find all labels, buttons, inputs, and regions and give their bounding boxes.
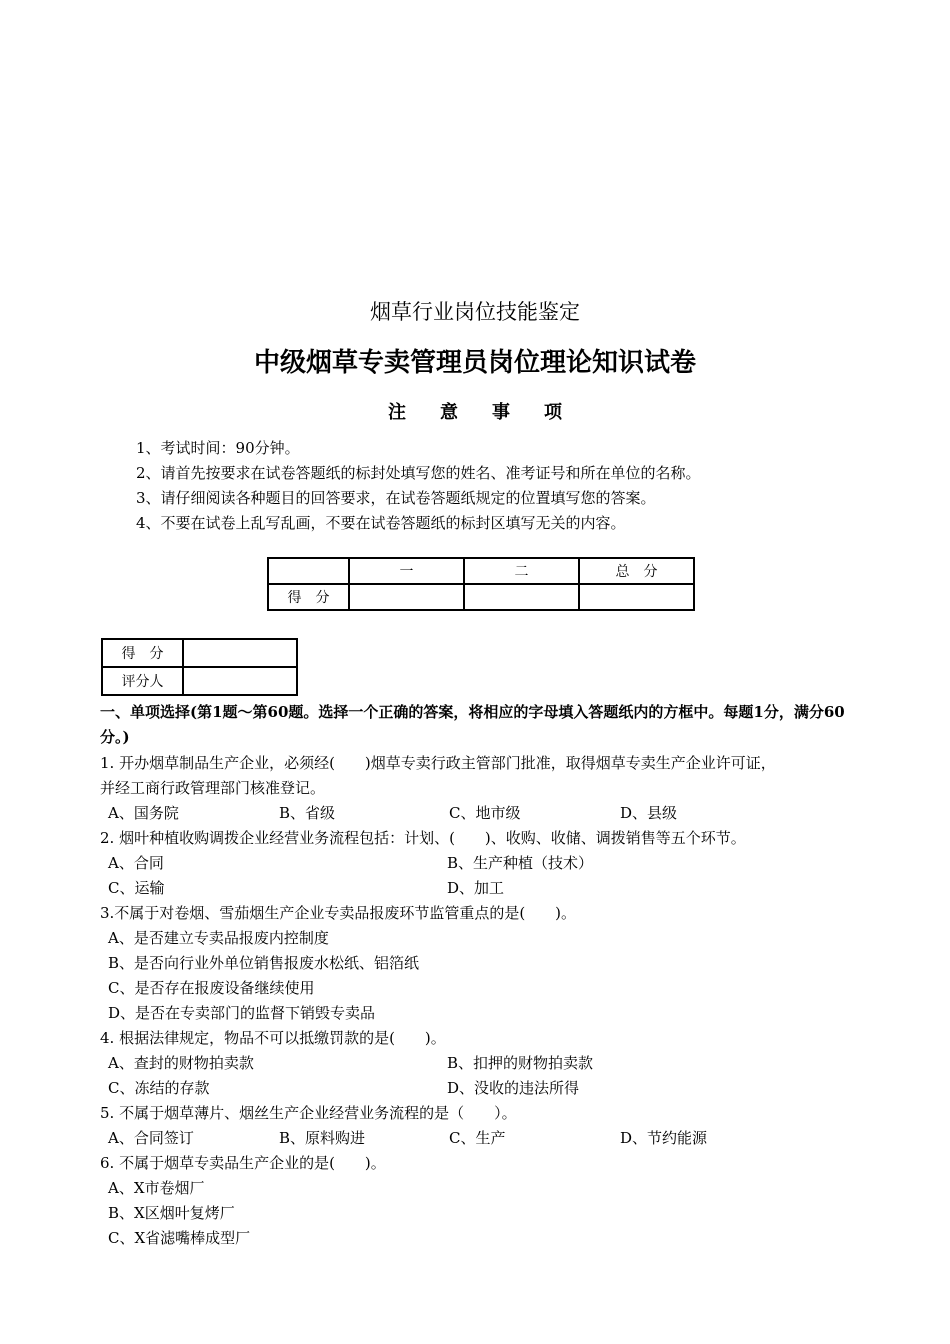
option-d[interactable]: D、节约能源 bbox=[620, 1129, 708, 1147]
option-b[interactable]: B、扣押的财物拍卖款 bbox=[447, 1054, 594, 1072]
section-one-heading bbox=[100, 700, 870, 750]
option-a[interactable]: A、查封的财物拍卖款 bbox=[108, 1054, 254, 1072]
grader-score-label: 得 分 bbox=[102, 639, 183, 667]
score-row-label: 得 分 bbox=[268, 584, 349, 610]
grader-cell[interactable] bbox=[183, 667, 297, 695]
option-c[interactable]: C、生产 bbox=[449, 1129, 506, 1147]
option-c[interactable]: C、运输 bbox=[108, 879, 165, 897]
option-b[interactable]: B、生产种植（技术） bbox=[447, 854, 594, 872]
notice-item: 4、不要在试卷上乱写乱画，不要在试卷答题纸的标封区填写无关的内容。 bbox=[136, 514, 626, 532]
option-d[interactable]: D、是否在专卖部门的监督下销毁专卖品 bbox=[108, 1004, 376, 1022]
score-table-header: 总 分 bbox=[579, 558, 694, 584]
section-one-text: 一、单项选择(第1题～第60题。选择一个正确的答案，将相应的字母填入答题纸内的方框中。每题1分，满分60分。) bbox=[100, 703, 845, 746]
option-a[interactable]: A、X市卷烟厂 bbox=[108, 1179, 205, 1197]
score-cell[interactable] bbox=[579, 584, 694, 610]
option-a[interactable]: A、是否建立专卖品报废内控制度 bbox=[108, 929, 329, 947]
option-c[interactable]: C、是否存在报废设备继续使用 bbox=[108, 979, 315, 997]
score-cell[interactable] bbox=[349, 584, 464, 610]
grader-box bbox=[101, 638, 298, 696]
notice-title: 注意事项 bbox=[388, 402, 596, 423]
option-b[interactable]: B、原料购进 bbox=[279, 1129, 366, 1147]
question-stem: 2. 烟叶种植收购调拨企业经营业务流程包括：计划、( )、收购、收储、调拨销售等五个环节。 bbox=[100, 829, 746, 847]
option-a[interactable]: A、国务院 bbox=[108, 804, 179, 822]
notice-item: 1、考试时间：90分钟。 bbox=[136, 439, 300, 457]
option-d[interactable]: D、县级 bbox=[620, 804, 678, 822]
question-stem-continued: 并经工商行政管理部门核准登记。 bbox=[100, 779, 326, 797]
option-b[interactable]: B、省级 bbox=[279, 804, 336, 822]
question-stem: 3.不属于对卷烟、雪茄烟生产企业专卖品报废环节监管重点的是( )。 bbox=[100, 904, 577, 922]
question-stem: 5. 不属于烟草薄片、烟丝生产企业经营业务流程的是（ ）。 bbox=[100, 1104, 517, 1122]
question-stem: 4. 根据法律规定，物品不可以抵缴罚款的是( )。 bbox=[100, 1029, 446, 1047]
notice-item: 2、请首先按要求在试卷答题纸的标封处填写您的姓名、准考证号和所在单位的名称。 bbox=[136, 464, 701, 482]
score-table-header: 二 bbox=[464, 558, 579, 584]
option-d[interactable]: D、加工 bbox=[447, 879, 505, 897]
exam-subtitle: 烟草行业岗位技能鉴定 bbox=[370, 300, 580, 324]
score-cell[interactable] bbox=[464, 584, 579, 610]
score-table-header bbox=[268, 558, 349, 584]
question-stem: 1. 开办烟草制品生产企业，必须经( )烟草专卖行政主管部门批准，取得烟草专卖生产企业许可证， bbox=[100, 754, 776, 772]
option-b[interactable]: B、X区烟叶复烤厂 bbox=[108, 1204, 235, 1222]
option-a[interactable]: A、合同签订 bbox=[108, 1129, 194, 1147]
question-stem: 6. 不属于烟草专卖品生产企业的是( )。 bbox=[100, 1154, 386, 1172]
option-c[interactable]: C、地市级 bbox=[449, 804, 521, 822]
option-a[interactable]: A、合同 bbox=[108, 854, 164, 872]
exam-title: 中级烟草专卖管理员岗位理论知识试卷 bbox=[253, 348, 696, 378]
option-c[interactable]: C、X省滤嘴棒成型厂 bbox=[108, 1229, 251, 1247]
score-table-header: 一 bbox=[349, 558, 464, 584]
option-b[interactable]: B、是否向行业外单位销售报废水松纸、铝箔纸 bbox=[108, 954, 420, 972]
grader-score-cell[interactable] bbox=[183, 639, 297, 667]
option-c[interactable]: C、冻结的存款 bbox=[108, 1079, 210, 1097]
grader-label: 评分人 bbox=[102, 667, 183, 695]
score-summary-table bbox=[267, 557, 695, 611]
notice-item: 3、请仔细阅读各种题目的回答要求，在试卷答题纸规定的位置填写您的答案。 bbox=[136, 489, 656, 507]
option-d[interactable]: D、没收的违法所得 bbox=[447, 1079, 580, 1097]
